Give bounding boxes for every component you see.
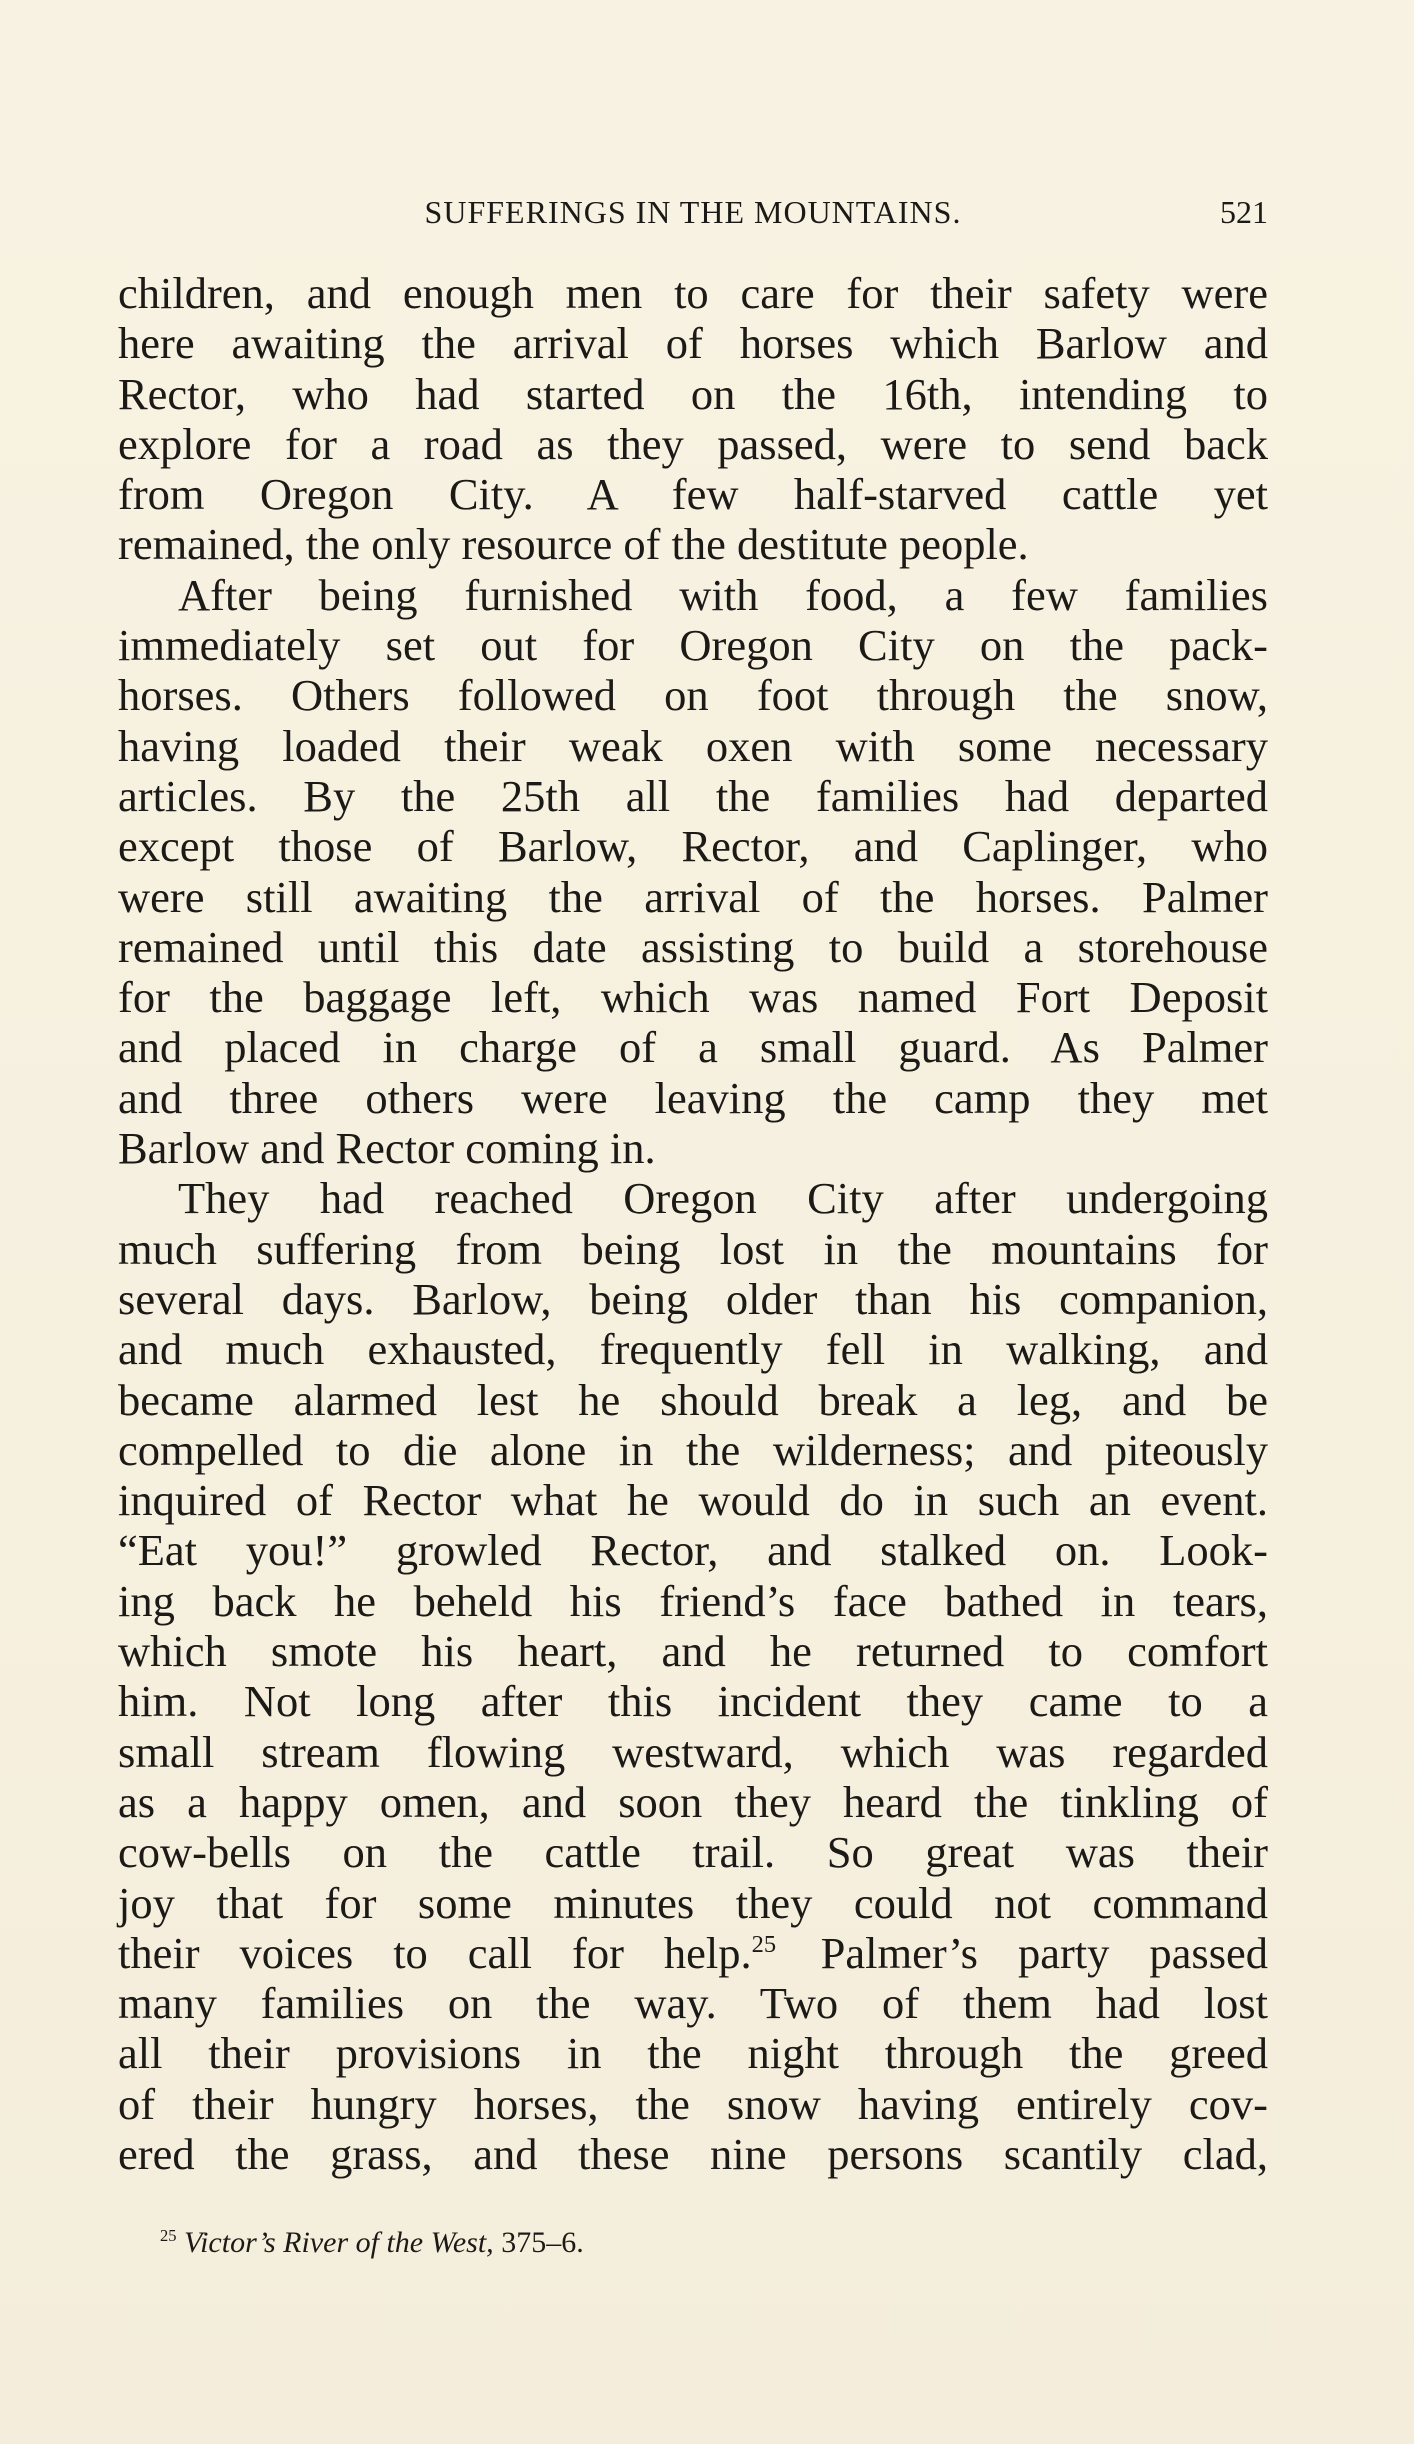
- text-line: except those of Barlow, Rector, and Caplinger, who: [118, 821, 1268, 872]
- text-line: horses. Others followed on foot through the snow,: [118, 670, 1268, 721]
- footnote: [160, 2226, 584, 2260]
- text-line: joy that for some minutes they could not command: [118, 1877, 1268, 1928]
- text-line: and much exhausted, frequently fell in walking, and: [118, 1324, 1268, 1375]
- body-text: [118, 268, 1268, 2179]
- text-line: here awaiting the arrival of horses which Barlow and: [118, 318, 1268, 369]
- text-line: compelled to die alone in the wilderness; and piteously: [118, 1424, 1268, 1475]
- text-line: from Oregon City. A few half-starved cattle yet: [118, 469, 1268, 520]
- text-line: and placed in charge of a small guard. As Palmer: [118, 1022, 1268, 1073]
- text-line: small stream flowing westward, which was regarded: [118, 1726, 1268, 1777]
- text-line: ered the grass, and these nine persons scantily clad,: [118, 2128, 1268, 2179]
- text-fragment: Palmer’s party passed: [820, 1927, 1269, 1978]
- text-line-with-footnote: [118, 1928, 1268, 1978]
- text-line: They had reached Oregon City after undergoing: [178, 1173, 1268, 1224]
- text-line: all their provisions in the night through the greed: [118, 2028, 1268, 2079]
- text-line: cow-bells on the cattle trail. So great was their: [118, 1827, 1268, 1878]
- running-header: [118, 186, 1268, 236]
- text-line: ing back he beheld his friend’s face bathed in tears,: [118, 1575, 1268, 1626]
- text-line: “Eat you!” growled Rector, and stalked on. Look-: [118, 1525, 1268, 1576]
- text-line: many families on the way. Two of them had lost: [118, 1978, 1268, 2029]
- text-line: several days. Barlow, being older than his companion,: [118, 1273, 1268, 1324]
- page-number: 521: [1220, 194, 1268, 230]
- text-line: of their hungry horses, the snow having entirely cov-: [118, 2078, 1268, 2129]
- text-line: as a happy omen, and soon they heard the tinkling of: [118, 1776, 1268, 1827]
- text-line: immediately set out for Oregon City on the pack-: [118, 620, 1268, 671]
- text-line: Rector, who had started on the 16th, intending to: [118, 368, 1268, 419]
- text-line: which smote his heart, and he returned to comfort: [118, 1626, 1268, 1677]
- footnote-citation: Victor’s River of the West,: [184, 2226, 494, 2259]
- text-fragment: their voices to call for help.: [118, 1927, 752, 1978]
- text-line: explore for a road as they passed, were to send back: [118, 418, 1268, 469]
- text-line: having loaded their weak oxen with some necessary: [118, 720, 1268, 771]
- text-line: much suffering from being lost in the mountains for: [118, 1223, 1268, 1274]
- text-line: Barlow and Rector coming in.: [118, 1123, 656, 1174]
- text-line: After being furnished with food, a few families: [178, 569, 1268, 620]
- text-line: him. Not long after this incident they came to a: [118, 1676, 1268, 1727]
- footnote-marker: 25: [160, 2226, 177, 2245]
- text-line: became alarmed lest he should break a leg, and be: [118, 1374, 1268, 1425]
- text-line: children, and enough men to care for their safety were: [118, 268, 1268, 318]
- text-line: remained until this date assisting to build a storehouse: [118, 921, 1268, 972]
- text-line: inquired of Rector what he would do in such an event.: [118, 1475, 1268, 1526]
- text-line: were still awaiting the arrival of the horses. Palmer: [118, 871, 1268, 922]
- text-line: remained, the only resource of the destitute people.: [118, 519, 1029, 570]
- footnote-pages: 375–6.: [501, 2226, 584, 2259]
- running-title: SUFFERINGS IN THE MOUNTAINS.: [424, 194, 962, 230]
- text-line: and three others were leaving the camp they met: [118, 1072, 1268, 1123]
- footnote-reference: 25: [751, 1930, 777, 1958]
- text-line: articles. By the 25th all the families had departed: [118, 770, 1268, 821]
- text-line: for the baggage left, which was named Fort Deposit: [118, 972, 1268, 1023]
